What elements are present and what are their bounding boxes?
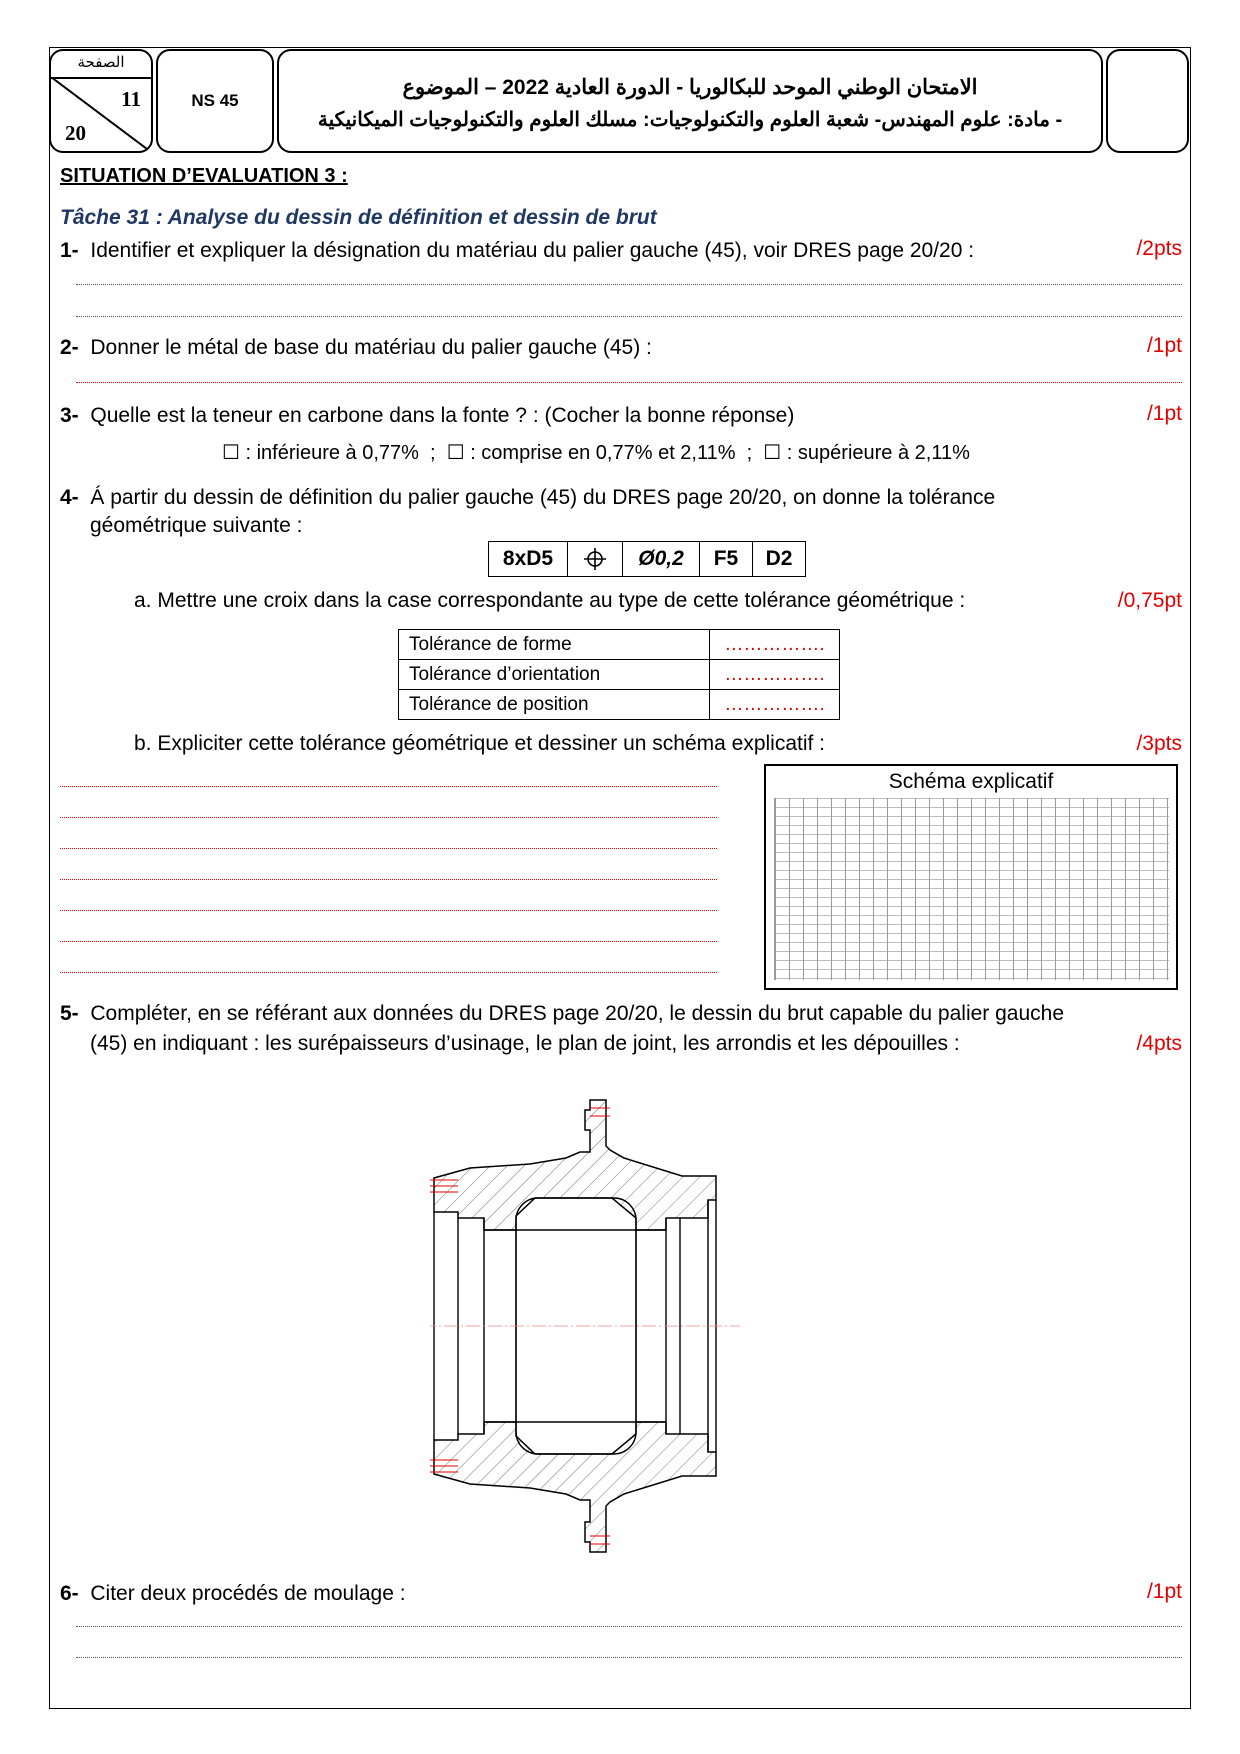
- q5-points: /4pts: [1136, 1032, 1182, 1055]
- q3-text: Quelle est la teneur en carbone dans la fonte ? : (Cocher la bonne réponse): [90, 404, 795, 427]
- question-4: [60, 484, 1184, 512]
- geometric-tolerance-frame: [488, 541, 806, 577]
- q4-line-1: Á partir du dessin de définition du palier gauche (45) du DRES page 20/20, on donne la tolérance: [90, 486, 996, 509]
- tol-type-label: Tolérance de forme: [399, 630, 710, 660]
- q4b-answer-line[interactable]: [60, 786, 717, 787]
- bearing-section-drawing[interactable]: [430, 1090, 830, 1562]
- q4a-points: /0,75pt: [1117, 589, 1182, 612]
- tol-type-check[interactable]: …………….: [710, 660, 840, 690]
- schema-grid: [774, 798, 1169, 980]
- q2-answer-line[interactable]: [76, 382, 1182, 383]
- tol-type-label: Tolérance d’orientation: [399, 660, 710, 690]
- title-line-2: - مادة: علوم المهندس- شعبة العلوم والتكنولوجيات: مسلك العلوم والتكنولوجيات الميكانيكية: [317, 109, 1063, 131]
- schema-title: Schéma explicatif: [888, 770, 1054, 793]
- tol-value: Ø0,2: [623, 542, 700, 576]
- q4b-answer-line[interactable]: [60, 910, 717, 911]
- q1-answer-line-2[interactable]: [76, 316, 1182, 317]
- q4b-answer-line[interactable]: [60, 941, 717, 942]
- position-symbol-icon: [568, 542, 623, 576]
- q1-points: /2pts: [1136, 237, 1182, 260]
- q6-answer-line-2[interactable]: [76, 1657, 1182, 1658]
- tol-datum-1: F5: [700, 542, 753, 576]
- tolerance-type-table: [398, 629, 840, 720]
- q4a-text: a. Mettre une croix dans la case correspondante au type de cette tolérance géométrique :: [134, 589, 966, 612]
- q5-line-2: (45) en indiquant : les surépaisseurs d’usinage, le plan de joint, les arrondis et les dépouilles :: [90, 1032, 960, 1055]
- q1-text: Identifier et expliquer la désignation du matériau du palier gauche (45), voir DRES page 20/20 :: [90, 239, 975, 262]
- title-box: [277, 49, 1103, 153]
- blank-header-box: [1106, 49, 1189, 153]
- page-number-box: [49, 49, 153, 153]
- task-heading: Tâche 31 : Analyse du dessin de définition et dessin de brut: [60, 206, 657, 229]
- exam-code: NS 45: [191, 91, 239, 110]
- tol-type-label: Tolérance de position: [399, 690, 710, 720]
- q4-num: 4-: [60, 486, 79, 509]
- q6-answer-line-1[interactable]: [76, 1626, 1182, 1627]
- q4b-points: /3pts: [1136, 732, 1182, 755]
- q4b-answer-line[interactable]: [60, 879, 717, 880]
- q2-points: /1pt: [1146, 334, 1182, 357]
- q4b-answer-line[interactable]: [60, 817, 717, 818]
- table-row: [399, 690, 840, 720]
- question-2: [60, 334, 652, 362]
- exam-code-box: [156, 49, 274, 153]
- tol-count: 8xD5: [489, 542, 568, 576]
- q5-line-1: Compléter, en se référant aux données du DRES page 20/20, le dessin du brut capable du palier gauche: [90, 1002, 1065, 1025]
- schema-box[interactable]: [764, 764, 1178, 990]
- question-3: [60, 402, 794, 430]
- question-6: [60, 1580, 406, 1608]
- question-1: [60, 237, 974, 265]
- tol-datum-2: D2: [765, 547, 793, 570]
- situation-heading: SITUATION D’EVALUATION 3 :: [60, 165, 348, 187]
- q6-points: /1pt: [1146, 1580, 1182, 1603]
- q3-num: 3-: [60, 404, 79, 427]
- q2-num: 2-: [60, 336, 79, 359]
- page-label: الصفحة: [51, 51, 151, 79]
- q3-options[interactable]: ☐ : inférieure à 0,77% ; ☐ : comprise en 0,77% et 2,11% ; ☐ : supérieure à 2,11%: [222, 442, 970, 464]
- page-total: 20: [65, 121, 86, 145]
- tol-type-check[interactable]: …………….: [710, 690, 840, 720]
- table-row: [399, 630, 840, 660]
- title-line-1: الامتحان الوطني الموحد للبكالوريا - الدورة العادية 2022 – الموضوع: [402, 76, 978, 99]
- question-5: [60, 1000, 1184, 1028]
- tol-type-check[interactable]: …………….: [710, 630, 840, 660]
- q4-line-2: géométrique suivante :: [90, 514, 303, 537]
- q3-points: /1pt: [1146, 402, 1182, 425]
- q4b-answer-line[interactable]: [60, 848, 717, 849]
- q6-num: 6-: [60, 1582, 79, 1605]
- page-current: 11: [121, 87, 141, 111]
- q6-text: Citer deux procédés de moulage :: [90, 1582, 406, 1605]
- q5-num: 5-: [60, 1002, 79, 1025]
- q4b-answer-line[interactable]: [60, 972, 717, 973]
- q1-num: 1-: [60, 239, 79, 262]
- table-row: [399, 660, 840, 690]
- q1-answer-line-1[interactable]: [76, 284, 1182, 285]
- q4b-text: b. Expliciter cette tolérance géométrique et dessiner un schéma explicatif :: [134, 732, 826, 755]
- q2-text: Donner le métal de base du matériau du palier gauche (45) :: [90, 336, 652, 359]
